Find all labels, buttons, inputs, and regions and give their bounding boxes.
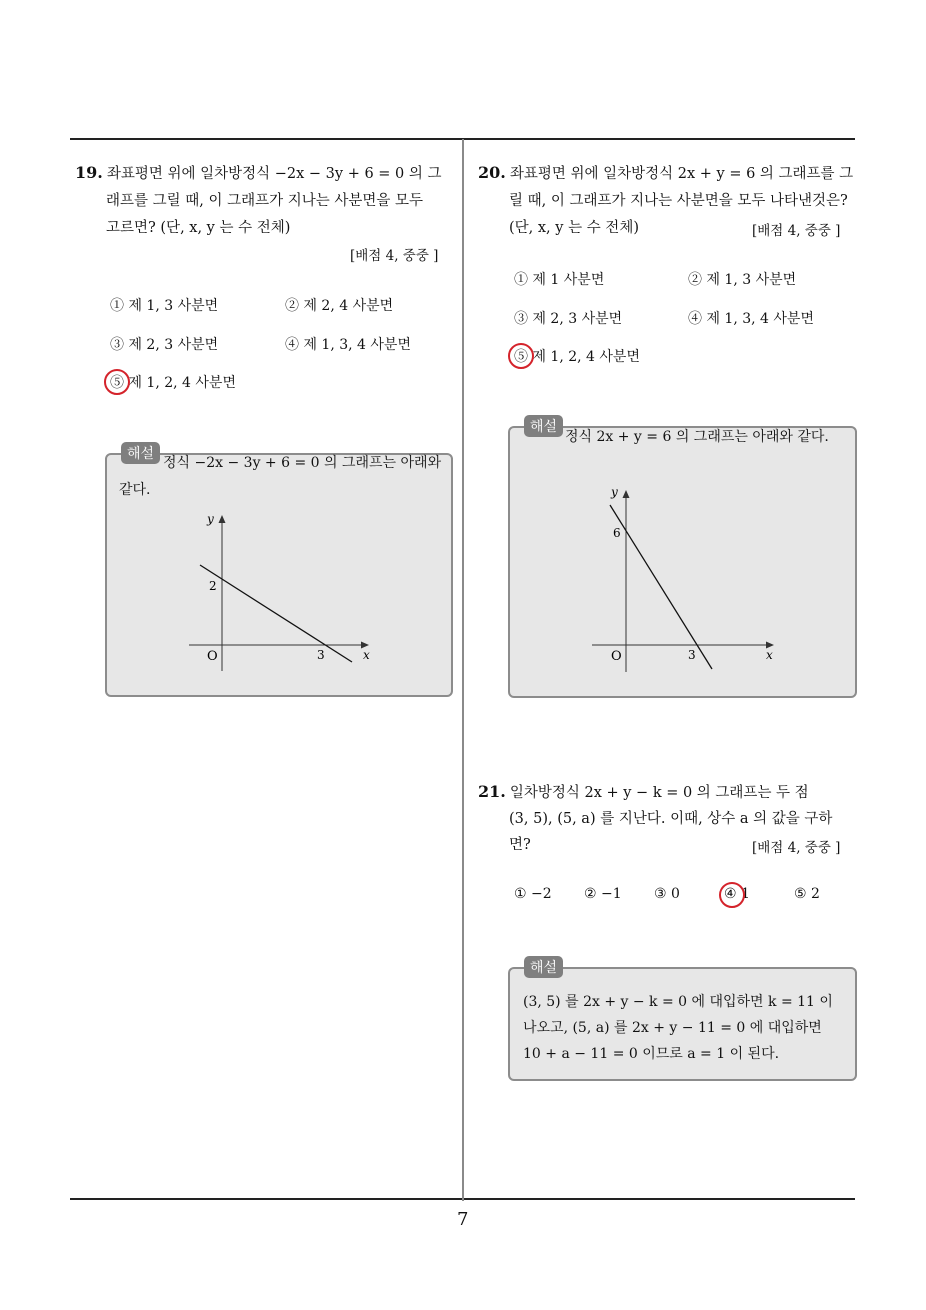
q19-solution-line-2: 같다. [119,482,151,498]
question-20-score: [배점 4, 중중 ] [752,223,841,239]
q20-choice-5[interactable]: ⑤ 제 1, 2, 4 사분면 [514,349,640,365]
q19-origin-label: O [207,649,218,664]
q19-graph-line [200,565,352,662]
q19-choice-1[interactable]: ① 제 1, 3 사분면 [110,298,219,314]
q21-solution-box [508,967,857,1081]
q21-solution-tag: 해설 [524,956,563,978]
q19-y-arrow [219,515,226,523]
q20-origin-label: O [611,649,622,664]
question-21-line-2: (3, 5), (5, a) 를 지난다. 이때, 상수 a 의 값을 구하 [509,811,833,827]
q21-choice-1[interactable]: ① −2 [514,886,552,902]
q20-choice-3[interactable]: ③ 제 2, 3 사분면 [514,311,623,327]
q20-x-tick-label: 3 [688,648,696,662]
column-divider [462,139,464,1201]
q21-solution-line-1: (3, 5) 를 2x + y − k = 0 에 대입하면 k = 11 이 [523,994,833,1010]
q20-choice-1[interactable]: ① 제 1 사분면 [514,272,605,288]
q19-solution-box [105,453,453,697]
q20-y-tick-label: 6 [613,526,621,540]
q19-solution-line-1: 정식 −2x − 3y + 6 = 0 의 그래프는 아래와 [163,455,442,471]
q20-y-label: y [611,485,618,499]
q19-solution-tag: 해설 [121,442,160,464]
question-19-line-2: 래프를 그릴 때, 이 그래프가 지나는 사분면을 모두 [106,193,424,209]
q19-graph [105,453,453,697]
q20-x-label: x [766,648,773,662]
q19-x-tick-label: 3 [317,648,325,662]
page-number: 7 [457,1209,469,1230]
q21-solution-line-3: 10 + a − 11 = 0 이므로 a = 1 이 된다. [523,1046,780,1062]
q20-answer-mark [508,343,534,369]
question-19-number: 19. [75,163,103,182]
q20-solution-tag: 해설 [524,415,563,437]
q21-solution-line-2: 나오고, (5, a) 를 2x + y − 11 = 0 에 대입하면 [523,1020,822,1036]
q20-graph [508,426,857,698]
question-20-line-2: 릴 때, 이 그래프가 지나는 사분면을 모두 나타낸것은? [509,193,848,209]
question-20-line-3: (단, x, y 는 수 전체) [509,220,639,236]
question-19-line-3: 고르면? (단, x, y 는 수 전체) [106,220,291,236]
q20-solution-box [508,426,857,698]
q19-y-tick-label: 2 [209,579,217,593]
q21-choice-2[interactable]: ② −1 [584,886,622,902]
q19-x-label: x [363,648,370,662]
q19-choice-2[interactable]: ② 제 2, 4 사분면 [285,298,394,314]
q19-choice-4[interactable]: ④ 제 1, 3, 4 사분면 [285,337,411,353]
q20-graph-line [610,505,712,669]
question-21-number: 21. [478,782,506,801]
q19-y-label: y [207,512,214,526]
q20-y-arrow [623,490,630,498]
q19-choice-3[interactable]: ③ 제 2, 3 사분면 [110,337,219,353]
question-21-line-1: 21. 일차방정식 2x + y − k = 0 의 그래프는 두 점 [478,782,809,801]
q19-choice-5[interactable]: ⑤ 제 1, 2, 4 사분면 [110,375,236,391]
question-19-line-1: 19. 좌표평면 위에 일차방정식 −2x − 3y + 6 = 0 의 그 [75,163,442,182]
question-20-number: 20. [478,163,506,182]
q20-solution-line-1: 정식 2x + y = 6 의 그래프는 아래와 같다. [565,429,829,445]
q21-choice-5[interactable]: ⑤ 2 [794,886,820,902]
question-21-line-3: 면? [509,837,531,853]
q19-answer-mark [104,369,130,395]
question-21-score: [배점 4, 중중 ] [752,840,841,856]
q21-choice-4[interactable]: ④ 1 [724,886,750,902]
question-19-score: [배점 4, 중중 ] [350,248,439,264]
q21-answer-mark [719,882,745,908]
q20-choice-2[interactable]: ② 제 1, 3 사분면 [688,272,797,288]
question-20-line-1: 20. 좌표평면 위에 일차방정식 2x + y = 6 의 그래프를 그 [478,163,854,182]
q21-choice-3[interactable]: ③ 0 [654,886,680,902]
q20-choice-4[interactable]: ④ 제 1, 3, 4 사분면 [688,311,814,327]
